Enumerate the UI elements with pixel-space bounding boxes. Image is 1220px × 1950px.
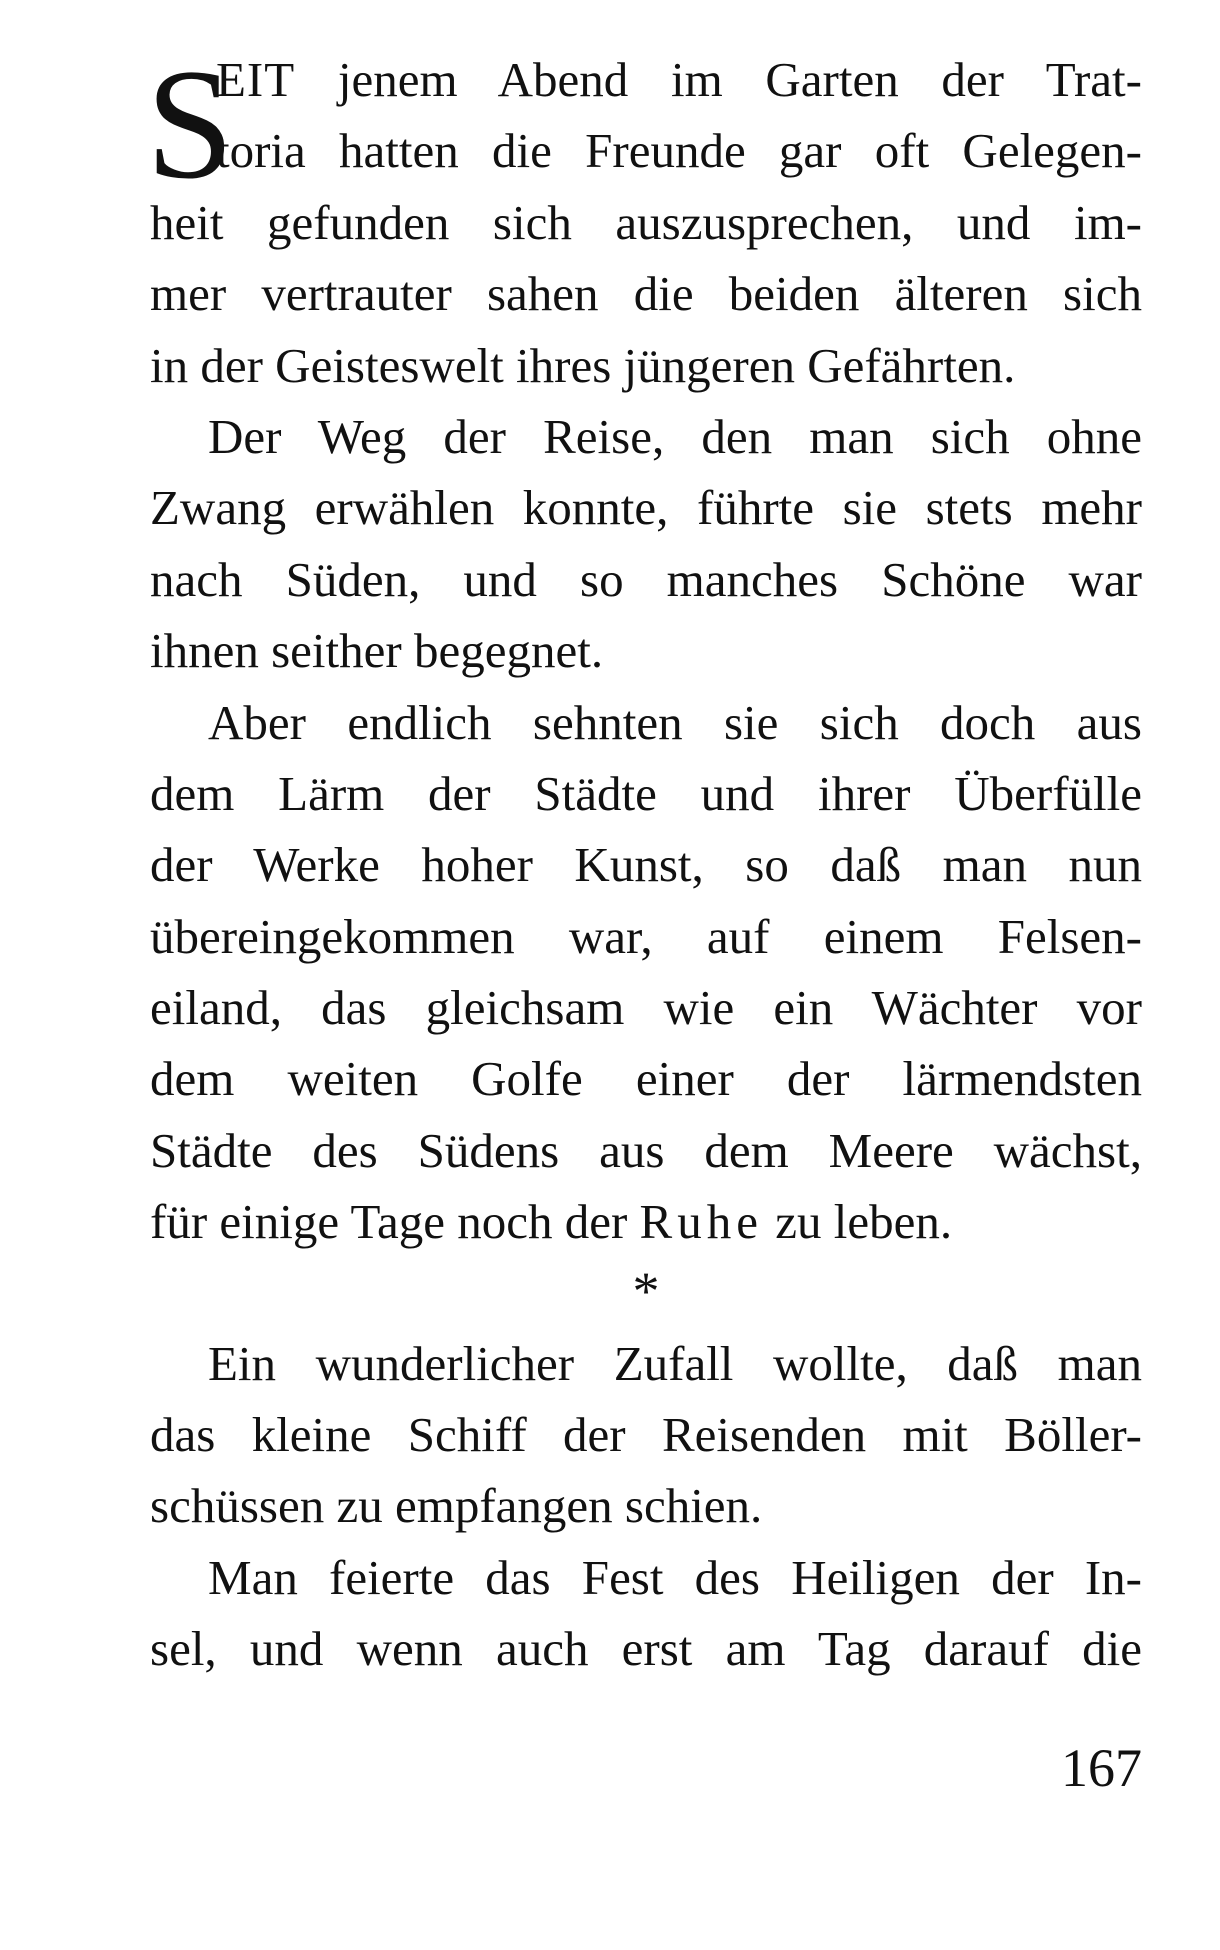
text-line: dem weiten Golfe einer der lärmendsten xyxy=(150,1051,1142,1107)
text-line xyxy=(150,44,1142,115)
paragraph-5 xyxy=(150,1542,1142,1685)
text-line: Aber endlich sehnten sie sich doch aus xyxy=(208,694,1142,750)
text-line: heit gefunden sich auszusprechen, und im- xyxy=(150,194,1142,250)
text-line: Der Weg der Reise, den man sich ohne xyxy=(208,408,1142,464)
text-line: dem Lärm der Städte und ihrer Überfülle xyxy=(150,765,1142,821)
text-line: nach Süden, und so manches Schöne war xyxy=(150,551,1142,607)
drop-cap: S xyxy=(146,37,234,212)
text-line: das kleine Schiff der Reisenden mit Böller- xyxy=(150,1407,1142,1463)
text-line: sel, und wenn auch erst am Tag darauf die xyxy=(150,1621,1142,1677)
text-line-content: jenem Abend im Garten der Trat- xyxy=(295,52,1142,107)
text-segment: zu leben. xyxy=(762,1194,953,1250)
text-line: mer vertrauter sahen die beiden älteren sich xyxy=(150,266,1142,322)
text-line: übereingekommen war, auf einem Felsen- xyxy=(150,908,1142,964)
first-word-rest: EIT xyxy=(216,52,296,107)
page-body xyxy=(146,37,1142,1685)
emphasis-spaced: Ruhe xyxy=(639,1194,763,1250)
text-line xyxy=(150,1186,1142,1257)
text-line: eiland, das gleichsam wie ein Wächter vor xyxy=(150,980,1142,1036)
text-line: in der Geisteswelt ihres jüngeren Gefährten. xyxy=(150,337,1016,393)
page-number: 167 xyxy=(1061,1738,1142,1798)
text-segment: für einige Tage noch der xyxy=(150,1194,640,1250)
text-line: Zwang erwählen konnte, führte sie stets mehr xyxy=(150,480,1142,536)
text-line: ihnen seither begegnet. xyxy=(150,623,604,679)
text-line: Städte des Südens aus dem Meere wächst, xyxy=(150,1122,1142,1178)
paragraph-3 xyxy=(150,687,1142,1258)
text-line: Man feierte das Fest des Heiligen der In- xyxy=(208,1549,1142,1605)
text-line: toria hatten die Freunde gar oft Gelegen- xyxy=(216,123,1142,179)
text-line: schüssen zu empfangen schien. xyxy=(150,1478,763,1534)
paragraph-1 xyxy=(146,37,1142,401)
text-line: Ein wunderlicher Zufall wollte, daß man xyxy=(208,1335,1142,1391)
text-line: der Werke hoher Kunst, so daß man nun xyxy=(150,837,1142,893)
paragraph-4 xyxy=(150,1328,1142,1542)
paragraph-2 xyxy=(150,401,1142,687)
section-separator: * xyxy=(632,1260,660,1321)
